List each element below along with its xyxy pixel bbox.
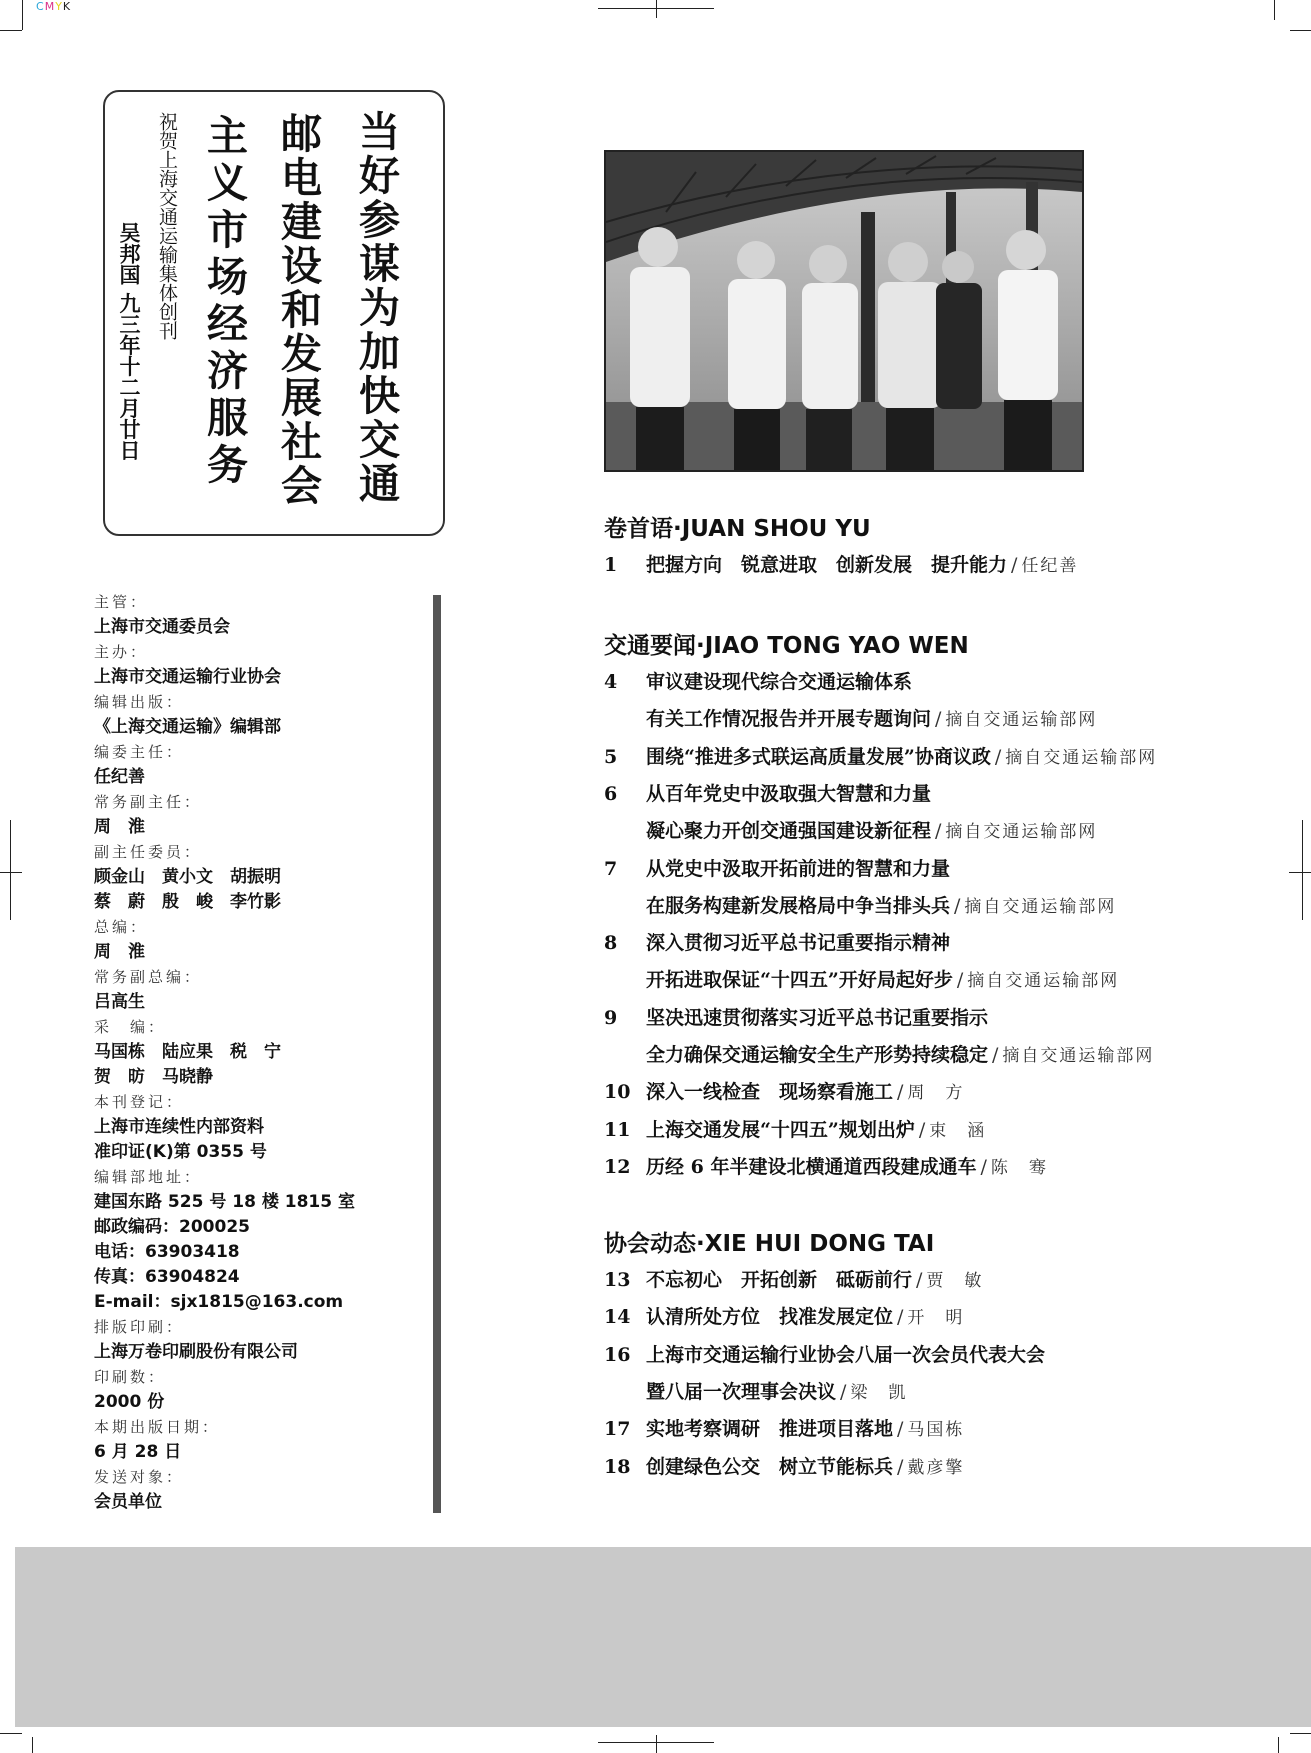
calligraphy-dedication: 祝贺上海交通运输集体创刊 [156,112,178,340]
source-separator: / [840,1380,847,1403]
calligraphy-inscription [103,90,445,536]
toc-entry[interactable] [604,1152,1048,1182]
article-title: 全力确保交通运输安全生产形势持续稳定 [646,1044,989,1066]
source-separator: / [1011,554,1018,576]
article-title: 深入贯彻习近平总书记重要指示精神 [646,932,951,955]
toc-entry[interactable] [604,1302,964,1332]
article-title: 创建绿色公交 树立节能标兵 [646,1455,894,1478]
page-number: 18 [604,1455,631,1478]
toc-entry[interactable] [604,1003,988,1033]
masthead-value: 准印证(K)第 0355 号 [94,1142,267,1162]
source-separator: / [935,820,942,843]
source-separator: / [992,1044,999,1066]
source-separator: / [897,1418,904,1441]
page-number: 10 [604,1081,631,1104]
masthead-label: 发送对象： [94,1468,185,1486]
article-source: 梁 凯 [850,1382,908,1403]
article-title: 从百年党史中汲取强大智慧和力量 [646,782,932,805]
article-title: 上海市交通运输行业协会八届一次会员代表大会 [646,1343,1046,1366]
article-source: 束 涵 [929,1120,987,1141]
source-separator: / [918,1118,926,1141]
toc-entry[interactable] [604,550,1078,580]
toc-entry[interactable] [646,1040,1154,1070]
article-source: 摘自交通运输部网 [1002,1046,1155,1066]
masthead-value: 会员单位 [94,1492,162,1512]
article-source: 摘自交通运输部网 [945,710,1098,731]
source-separator: / [994,745,1002,768]
masthead-value: 周 淮 [94,817,145,837]
source-separator: / [897,1081,904,1104]
article-source: 任纪善 [1021,556,1079,576]
article-title: 凝心聚力开创交通强国建设新征程 [646,820,932,843]
source-separator: / [935,708,942,731]
source-separator: / [956,969,964,992]
article-title: 审议建设现代综合交通运输体系 [646,671,913,693]
article-source: 周 方 [907,1083,965,1104]
masthead [94,590,424,1515]
section-title: 卷首语·JUAN SHOU YU [604,516,871,542]
page-number: 6 [604,782,618,805]
source-separator: / [916,1269,923,1291]
masthead-value: 建国东路 525 号 18 楼 1815 室 [94,1192,355,1212]
article-title: 开拓进取保证“十四五”开好局起好步 [646,969,953,992]
masthead-label: 主管： [94,593,149,611]
article-source: 马国栋 [907,1420,965,1441]
masthead-label: 编辑出版： [94,693,185,711]
masthead-value: 上海市连续性内部资料 [94,1117,264,1137]
source-separator: / [897,1455,904,1478]
article-source: 摘自交通运输部网 [1005,747,1158,768]
masthead-value: 贺 昉 马晓静 [94,1067,213,1087]
page-number: 7 [604,857,618,880]
page-number: 16 [604,1343,631,1366]
article-title: 历经 6 年半建设北横通道西段建成通车 [646,1155,977,1178]
article-title: 上海交通发展“十四五”规划出炉 [646,1118,915,1141]
toc-entry[interactable] [604,742,1157,772]
page-number: 1 [604,554,618,576]
calligraphy-column-2: 邮电建设和发展社会 [274,112,322,508]
masthead-label: 主办： [94,643,149,661]
article-title: 在服务构建新发展格局中争当排头兵 [646,894,951,917]
article-source: 戴彦擎 [907,1457,965,1478]
article-title: 有关工作情况报告并开展专题询问 [646,708,932,731]
masthead-value: E-mail：sjx1815@163.com [94,1292,344,1312]
calligraphy-column-1: 当好参谋为加快交通 [352,110,400,506]
article-title: 深入一线检查 现场察看施工 [646,1081,894,1104]
masthead-label: 采 编： [94,1018,167,1036]
toc-entry[interactable] [604,1452,964,1482]
toc-entry[interactable] [604,667,912,697]
toc-entry[interactable] [646,891,1116,921]
masthead-label: 本期出版日期： [94,1418,221,1436]
article-source: 开 明 [907,1308,965,1329]
masthead-value: 6 月 28 日 [94,1442,182,1462]
masthead-value: 吕高生 [94,992,145,1012]
page-number: 9 [604,1006,618,1029]
toc-entry[interactable] [604,1340,1045,1370]
article-title: 围绕“推进多式联运高质量发展”协商议政 [646,745,991,768]
article-title: 暨八届一次理事会决议 [646,1380,837,1403]
masthead-value: 上海市交通委员会 [94,617,230,637]
masthead-label: 排版印刷： [94,1318,185,1336]
masthead-label: 常务副总编： [94,968,203,986]
toc-entry[interactable] [604,1115,986,1145]
toc-entry[interactable] [604,854,950,884]
cmyk-color-marks: CMYK [36,0,72,13]
article-source: 摘自交通运输部网 [967,971,1120,992]
masthead-value: 《上海交通运输》编辑部 [94,717,281,737]
masthead-label: 副主任委员： [94,843,203,861]
page-number: 8 [604,932,618,955]
masthead-label: 常务副主任： [94,793,203,811]
article-title: 把握方向 锐意进取 创新发展 提升能力 [646,554,1008,576]
page-number: 12 [604,1155,631,1178]
article-title: 从党史中汲取开拓前进的智慧和力量 [646,857,951,880]
toc-entry[interactable] [604,1414,964,1444]
toc-entry[interactable] [646,1377,907,1407]
footer-gray-band [15,1547,1311,1727]
source-separator: / [980,1155,987,1178]
group-photo [604,150,1084,472]
article-title: 坚决迅速贯彻落实习近平总书记重要指示 [646,1006,989,1029]
article-title: 不忘初心 开拓创新 砥砺前行 [646,1269,913,1291]
masthead-value: 顾金山 黄小文 胡振明 [94,867,281,887]
page-number: 14 [604,1306,631,1329]
masthead-divider [433,595,441,1513]
masthead-label: 印刷数： [94,1368,167,1386]
masthead-label: 本刊登记： [94,1093,185,1111]
page-number: 4 [604,671,618,693]
masthead-value: 任纪善 [94,767,145,787]
masthead-value: 电话：63903418 [94,1242,240,1262]
toc-entry[interactable] [604,928,950,958]
masthead-value: 马国栋 陆应果 税 宁 [94,1042,281,1062]
article-source: 贾 敏 [926,1271,984,1291]
source-separator: / [954,894,961,917]
masthead-value: 上海万卷印刷股份有限公司 [94,1342,298,1362]
article-source: 陈 骞 [990,1157,1048,1178]
masthead-value: 周 淮 [94,942,145,962]
masthead-label: 编辑部地址： [94,1168,203,1186]
page-number: 11 [604,1118,631,1141]
article-title: 实地考察调研 推进项目落地 [646,1418,894,1441]
source-separator: / [897,1306,904,1329]
article-source: 摘自交通运输部网 [945,822,1098,843]
toc-entry[interactable] [604,1077,964,1107]
section-title: 交通要闻·JIAO TONG YAO WEN [604,633,969,659]
masthead-value: 邮政编码：200025 [94,1217,250,1237]
toc-entry[interactable] [646,965,1119,995]
article-source: 摘自交通运输部网 [964,896,1117,917]
page-number: 13 [604,1269,631,1291]
masthead-value: 传真：63904824 [94,1267,240,1287]
masthead-label: 总编： [94,918,149,936]
calligraphy-column-3: 主义市场经济服务 [200,114,248,490]
section-title: 协会动态·XIE HUI DONG TAI [604,1231,935,1257]
article-title: 认清所处方位 找准发展定位 [646,1306,894,1329]
toc-entry[interactable] [646,704,1097,734]
masthead-value: 2000 份 [94,1392,165,1412]
masthead-value: 蔡 蔚 殷 峻 李竹影 [94,892,281,912]
calligraphy-signature: 吴邦国 九三年十二月廿日 [117,222,142,461]
page-number: 5 [604,745,618,768]
toc-entry[interactable] [604,779,931,809]
page-number: 17 [604,1418,631,1441]
toc-entry[interactable] [604,1265,983,1295]
photo-scene-icon [606,152,1082,470]
masthead-value: 上海市交通运输行业协会 [94,667,281,687]
toc-entry[interactable] [646,816,1097,846]
masthead-label: 编委主任： [94,743,185,761]
